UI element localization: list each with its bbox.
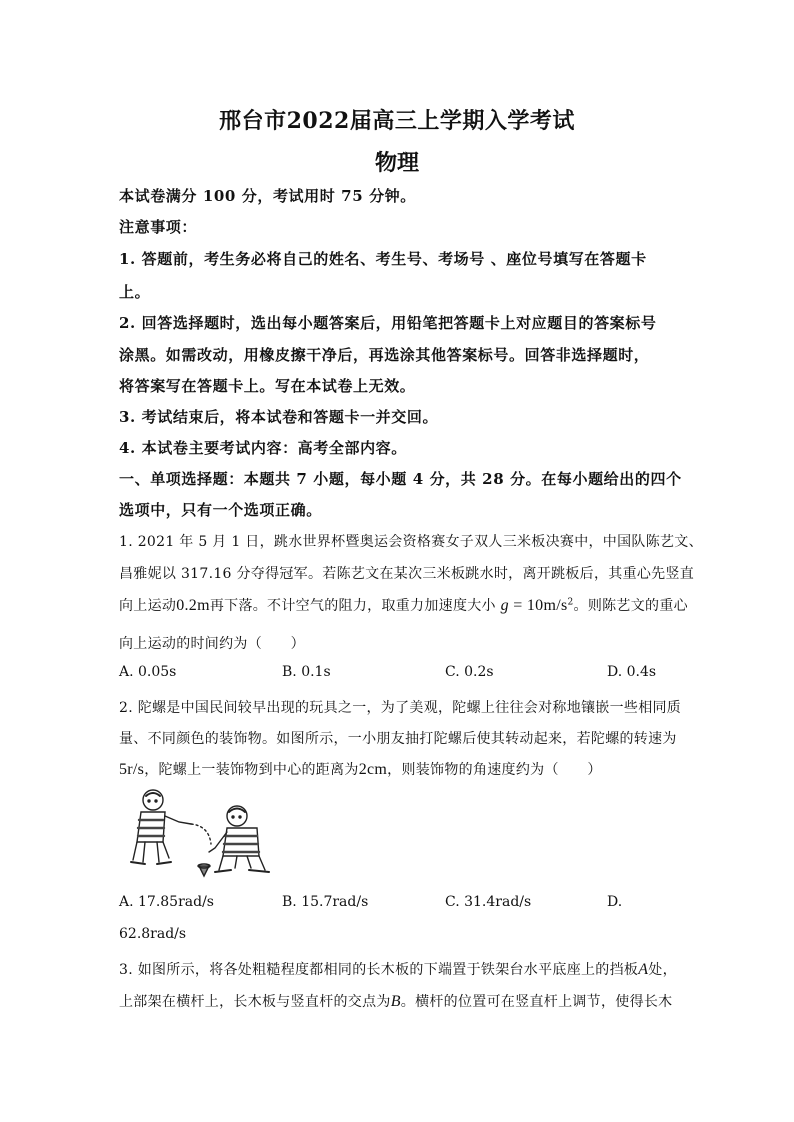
q2-line3 <box>119 759 679 779</box>
children-spinning-top-illustration <box>119 786 279 880</box>
section1-heading-a: 一、单项选择题：本题共 7 小题，每小题 4 分，共 28 分。在每小题给出的四个 <box>119 470 682 488</box>
q1-option-b: B. 0.1s <box>282 664 331 680</box>
score-time-line: 本试卷满分 100 分，考试用时 75 分钟。 <box>119 187 416 205</box>
q2-option-c: C. 31.4rad/s <box>445 894 532 910</box>
q3-line2-pre: 上部架在横杆上，长木板与竖直杆的交点为 <box>119 994 391 1010</box>
notice-2b: 涂黑。如需改动，用橡皮擦干净后，再选涂其他答案标号。回答非选择题时， <box>119 346 650 364</box>
q3-line2 <box>119 991 679 1011</box>
q1-line3 <box>119 595 688 615</box>
notice-4: 4. 本试卷主要考试内容：高考全部内容。 <box>119 439 407 457</box>
q2-line3-post: ，则装饰物的角速度约为（ ） <box>387 762 602 778</box>
q2-option-b: B. 15.7rad/s <box>282 894 369 910</box>
q3-line1-pre: 3. 如图所示，将各处粗糙程度都相同的长木板的下端置于铁架台水平底座上的挡板 <box>119 962 639 978</box>
q2-speed-value: 5r/s <box>119 761 145 778</box>
notice-3: 3. 考试结束后，将本试卷和答题卡一并交回。 <box>119 408 439 426</box>
q1-option-a: A. 0.05s <box>119 664 177 680</box>
q1-option-d: D. 0.4s <box>607 664 657 680</box>
notice-1a: 1. 答题前，考生务必将自己的姓名、考生号、考场号 、座位号填写在答题卡 <box>119 250 647 268</box>
q1-g-exponent: 2 <box>567 597 574 608</box>
q2-option-d: D. <box>607 894 623 910</box>
q1-line1: 1. 2021 年 5 月 1 日，跳水世界杯暨奥运会资格赛女子双人三米板决赛中，中国队陈艺文、 <box>119 534 703 550</box>
q2-line1: 2. 陀螺是中国民间较早出现的玩具之一，为了美观，陀螺上往往会对称地镶嵌一些相同质 <box>119 700 682 716</box>
q1-g-symbol: g <box>500 597 509 614</box>
q2-line3-mid: ，陀螺上一装饰物到中心的距离为 <box>144 762 359 778</box>
q2-option-d-value: 62.8rad/s <box>119 926 187 942</box>
q2-option-a: A. 17.85rad/s <box>119 894 214 910</box>
notice-2a: 2. 回答选择题时，选出每小题答案后，用铅笔把答题卡上对应题目的答案标号 <box>119 314 657 332</box>
exam-title: 邢台市2022届高三上学期入学考试 <box>219 108 575 134</box>
q1-option-c: C. 0.2s <box>445 664 494 680</box>
subject-title: 物理 <box>374 150 419 176</box>
q3-line1 <box>119 959 679 979</box>
q2-line2: 量、不同颜色的装饰物。如图所示，一小朋友抽打陀螺后使其转动起来，若陀螺的转速为 <box>119 731 677 747</box>
q1-line3-pre: 向上运动 <box>119 598 177 614</box>
q1-line3-post: 。则陈艺文的重心 <box>573 598 688 614</box>
notice-1b: 上。 <box>119 283 151 301</box>
q1-line4: 向上运动的时间约为（ ） <box>119 636 305 652</box>
q1-line2: 昌雅妮以 317.16 分夺得冠军。若陈艺文在某次三米板跳水时，离开跳板后，其重心先竖直 <box>119 566 695 582</box>
q2-distance-value: 2cm <box>358 761 388 778</box>
section1-heading-b: 选项中，只有一个选项正确。 <box>119 501 322 519</box>
notice-2c: 将答案写在答题卡上。写在本试卷上无效。 <box>119 377 416 395</box>
q1-g-value: = 10m/s <box>508 597 568 614</box>
q1-height-value: 0.2m <box>176 597 210 614</box>
q3-point-a: A <box>638 961 649 978</box>
q3-line2-post: 。横杆的位置可在竖直杆上调节，使得长木 <box>400 994 673 1010</box>
q3-point-b: B <box>390 993 401 1010</box>
q1-line3-mid: 再下落。不计空气的阻力，取重力加速度大小 <box>209 598 496 614</box>
notice-title: 注意事项： <box>119 218 198 236</box>
q3-line1-post: 处， <box>648 962 677 978</box>
